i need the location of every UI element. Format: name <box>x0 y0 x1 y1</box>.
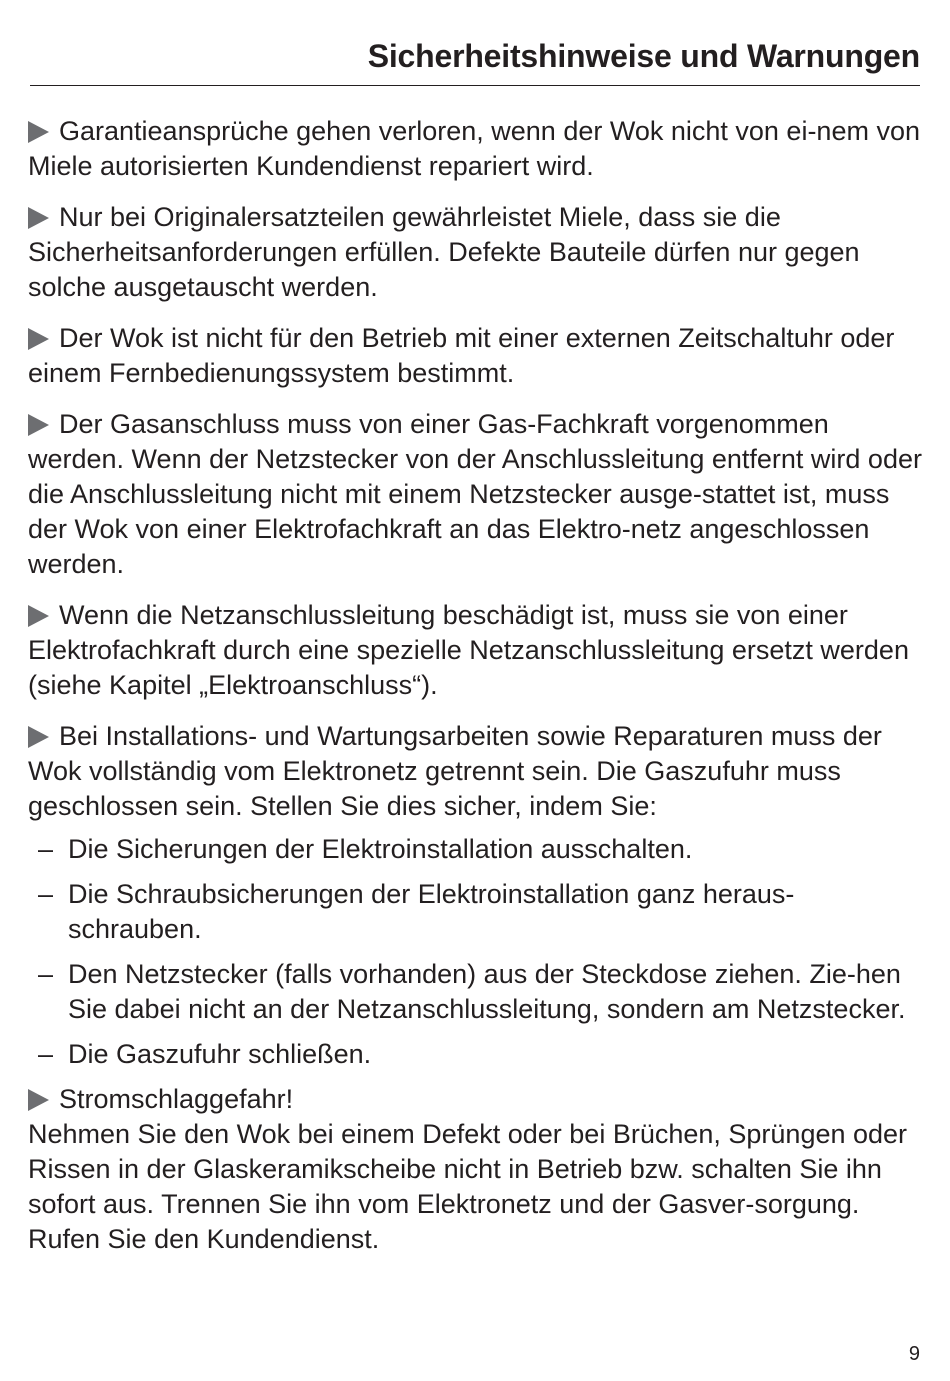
safety-paragraph <box>28 200 922 305</box>
paragraph-text: Bei Installations- und Wartungsarbeiten sowie Reparaturen muss der Wok vollständig vom Elektronetz getrennt sein. Die Gaszufuhr muss geschlossen sein. Stellen Sie dies sicher, indem Sie: <box>28 721 882 821</box>
paragraph-text: Nur bei Originalersatzteilen gewährleistet Miele, dass sie die Sicherheitsanforderungen erfüllen. Defekte Bauteile dürfen nur gegen solche ausgetauscht werden. <box>28 202 860 302</box>
content <box>28 114 922 1273</box>
triangle-right-icon <box>28 207 49 229</box>
page-header <box>30 38 920 86</box>
triangle-right-icon <box>28 328 49 350</box>
safety-paragraph <box>28 598 922 703</box>
paragraph-text: Der Gasanschluss muss von einer Gas-Fachkraft vorgenommen werden. Wenn der Netzstecker von der Anschlussleitung entfernt wird oder die Anschlussleitung nicht mit einem Netzstecker ausge-stattet ist, muss der Wok von einer Elektrofachkraft an das Elektro-netz angeschlossen werden. <box>28 409 922 579</box>
triangle-right-icon <box>28 726 49 748</box>
paragraph-text: Der Wok ist nicht für den Betrieb mit einer externen Zeitschaltuhr oder einem Fernbedienungssystem bestimmt. <box>28 323 895 388</box>
warning-heading: Stromschlaggefahr! <box>59 1084 294 1114</box>
warning-text: Nehmen Sie den Wok bei einem Defekt oder bei Brüchen, Sprüngen oder Rissen in der Glaskeramikscheibe nicht in Betrieb bzw. schalten Sie ihn sofort aus. Trennen Sie ihn vom Elektronetz und der Gasver-sorgung. Rufen Sie den Kundendienst. <box>28 1119 908 1254</box>
list-item <box>28 957 922 1027</box>
safety-paragraph <box>28 114 922 184</box>
triangle-right-icon <box>28 1089 49 1111</box>
page-number: 9 <box>908 1343 920 1365</box>
list-dash: – <box>38 834 54 864</box>
triangle-right-icon <box>28 414 49 436</box>
list-item <box>28 877 922 947</box>
list-item <box>28 1037 922 1072</box>
list-item-text: Die Schraubsicherungen der Elektroinstallation ganz heraus-schrauben. <box>68 879 795 944</box>
list-item-text: Die Gaszufuhr schließen. <box>68 1039 372 1069</box>
list-dash: – <box>38 879 54 909</box>
safety-paragraph <box>28 321 922 391</box>
paragraph-text: Garantieansprüche gehen verloren, wenn der Wok nicht von ei-nem von Miele autorisierten Kundendienst repariert wird. <box>28 116 920 181</box>
page-title: Sicherheitshinweise und Warnungen <box>367 38 920 74</box>
triangle-right-icon <box>28 121 49 143</box>
electric-shock-warning <box>28 1082 922 1257</box>
list-dash: – <box>38 959 54 989</box>
list-item-text: Den Netzstecker (falls vorhanden) aus der Steckdose ziehen. Zie-hen Sie dabei nicht an der Netzanschlussleitung, sondern am Netzstecker. <box>68 959 906 1024</box>
list-dash: – <box>38 1039 54 1069</box>
safety-paragraph <box>28 719 922 824</box>
disconnect-steps-list <box>28 832 922 1072</box>
triangle-right-icon <box>28 605 49 627</box>
list-item <box>28 832 922 867</box>
paragraph-text: Wenn die Netzanschlussleitung beschädigt ist, muss sie von einer Elektrofachkraft durch eine spezielle Netzanschlussleitung ersetzt werden (siehe Kapitel „Elektroanschluss“). <box>28 600 909 700</box>
safety-paragraph <box>28 407 922 582</box>
list-item-text: Die Sicherungen der Elektroinstallation ausschalten. <box>68 834 693 864</box>
